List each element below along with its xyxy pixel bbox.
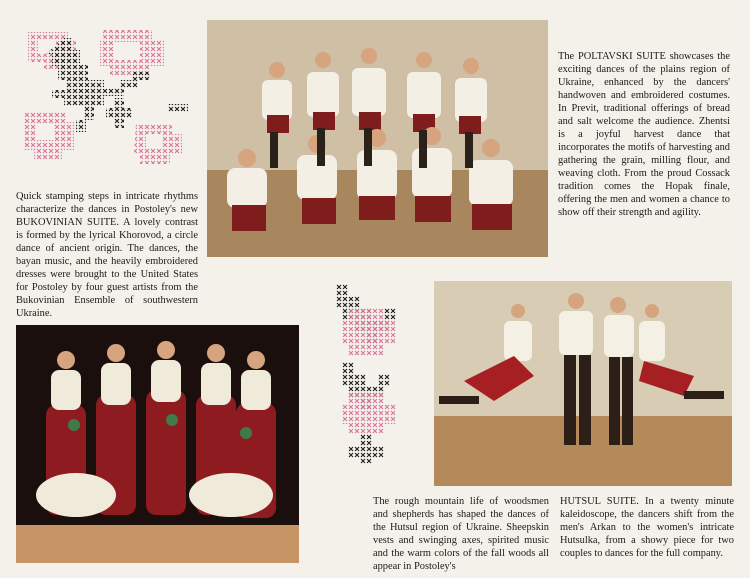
hutsul-caption-left <box>373 495 549 573</box>
hutsul-caption-right-text: HUTSUL SUITE. In a twenty minute kaleidoscope, the dancers shift from the men's Arkan to the women's intricate Hutsulka, from a showy piece for two couples to dances for the full company. <box>560 496 734 559</box>
cross-stitch-vertical-motif <box>336 284 406 464</box>
bukovinian-caption <box>16 190 198 320</box>
bukovinian-caption-text: Quick stamping steps in intricate rhythms characterize the dances in Postoley's new BUKOVINIAN SUITE. A lovely contrast is formed by the lyrical Khorovod, a circle dance of ancient origin. The dances, the bayan music, and the heavily embroidered dresses were brought to the United States for Postoley by four guest artists from the Bukovinian Ensemble of southwestern Ukraine. <box>16 191 198 319</box>
poltavski-group-photo <box>207 20 548 257</box>
poltavski-caption-text: The POLTAVSKI SUITE showcases the exciting dances of the plains region of Ukraine, enhanced by the dancers' handwoven and embroidered costumes. In Previt, traditional offerings of bread and salt welcome the audience. Zhentsi is a joyful harvest dance that incorporates the motifs of harvesting and gathering the grain, milling flour, and weaving cloth. From the proud Cossack tradition comes the Hopak finale, offering the men and women a chance to show off their strength and agility. <box>558 51 730 218</box>
hutsul-caption-left-text: The rough mountain life of woodsmen and shepherds has shaped the dances of the Hutsul region of Ukraine. Sheepskin vests and swinging axes, spirited music and the warm colors of the fall woods all appear in Postoley's <box>373 496 549 572</box>
cross-stitch-rose-motif <box>18 28 198 178</box>
hutsul-dancers-photo <box>434 281 732 486</box>
bukovinian-dancers-photo <box>16 325 299 563</box>
hutsul-caption-right <box>560 495 734 560</box>
poltavski-caption <box>558 50 730 219</box>
